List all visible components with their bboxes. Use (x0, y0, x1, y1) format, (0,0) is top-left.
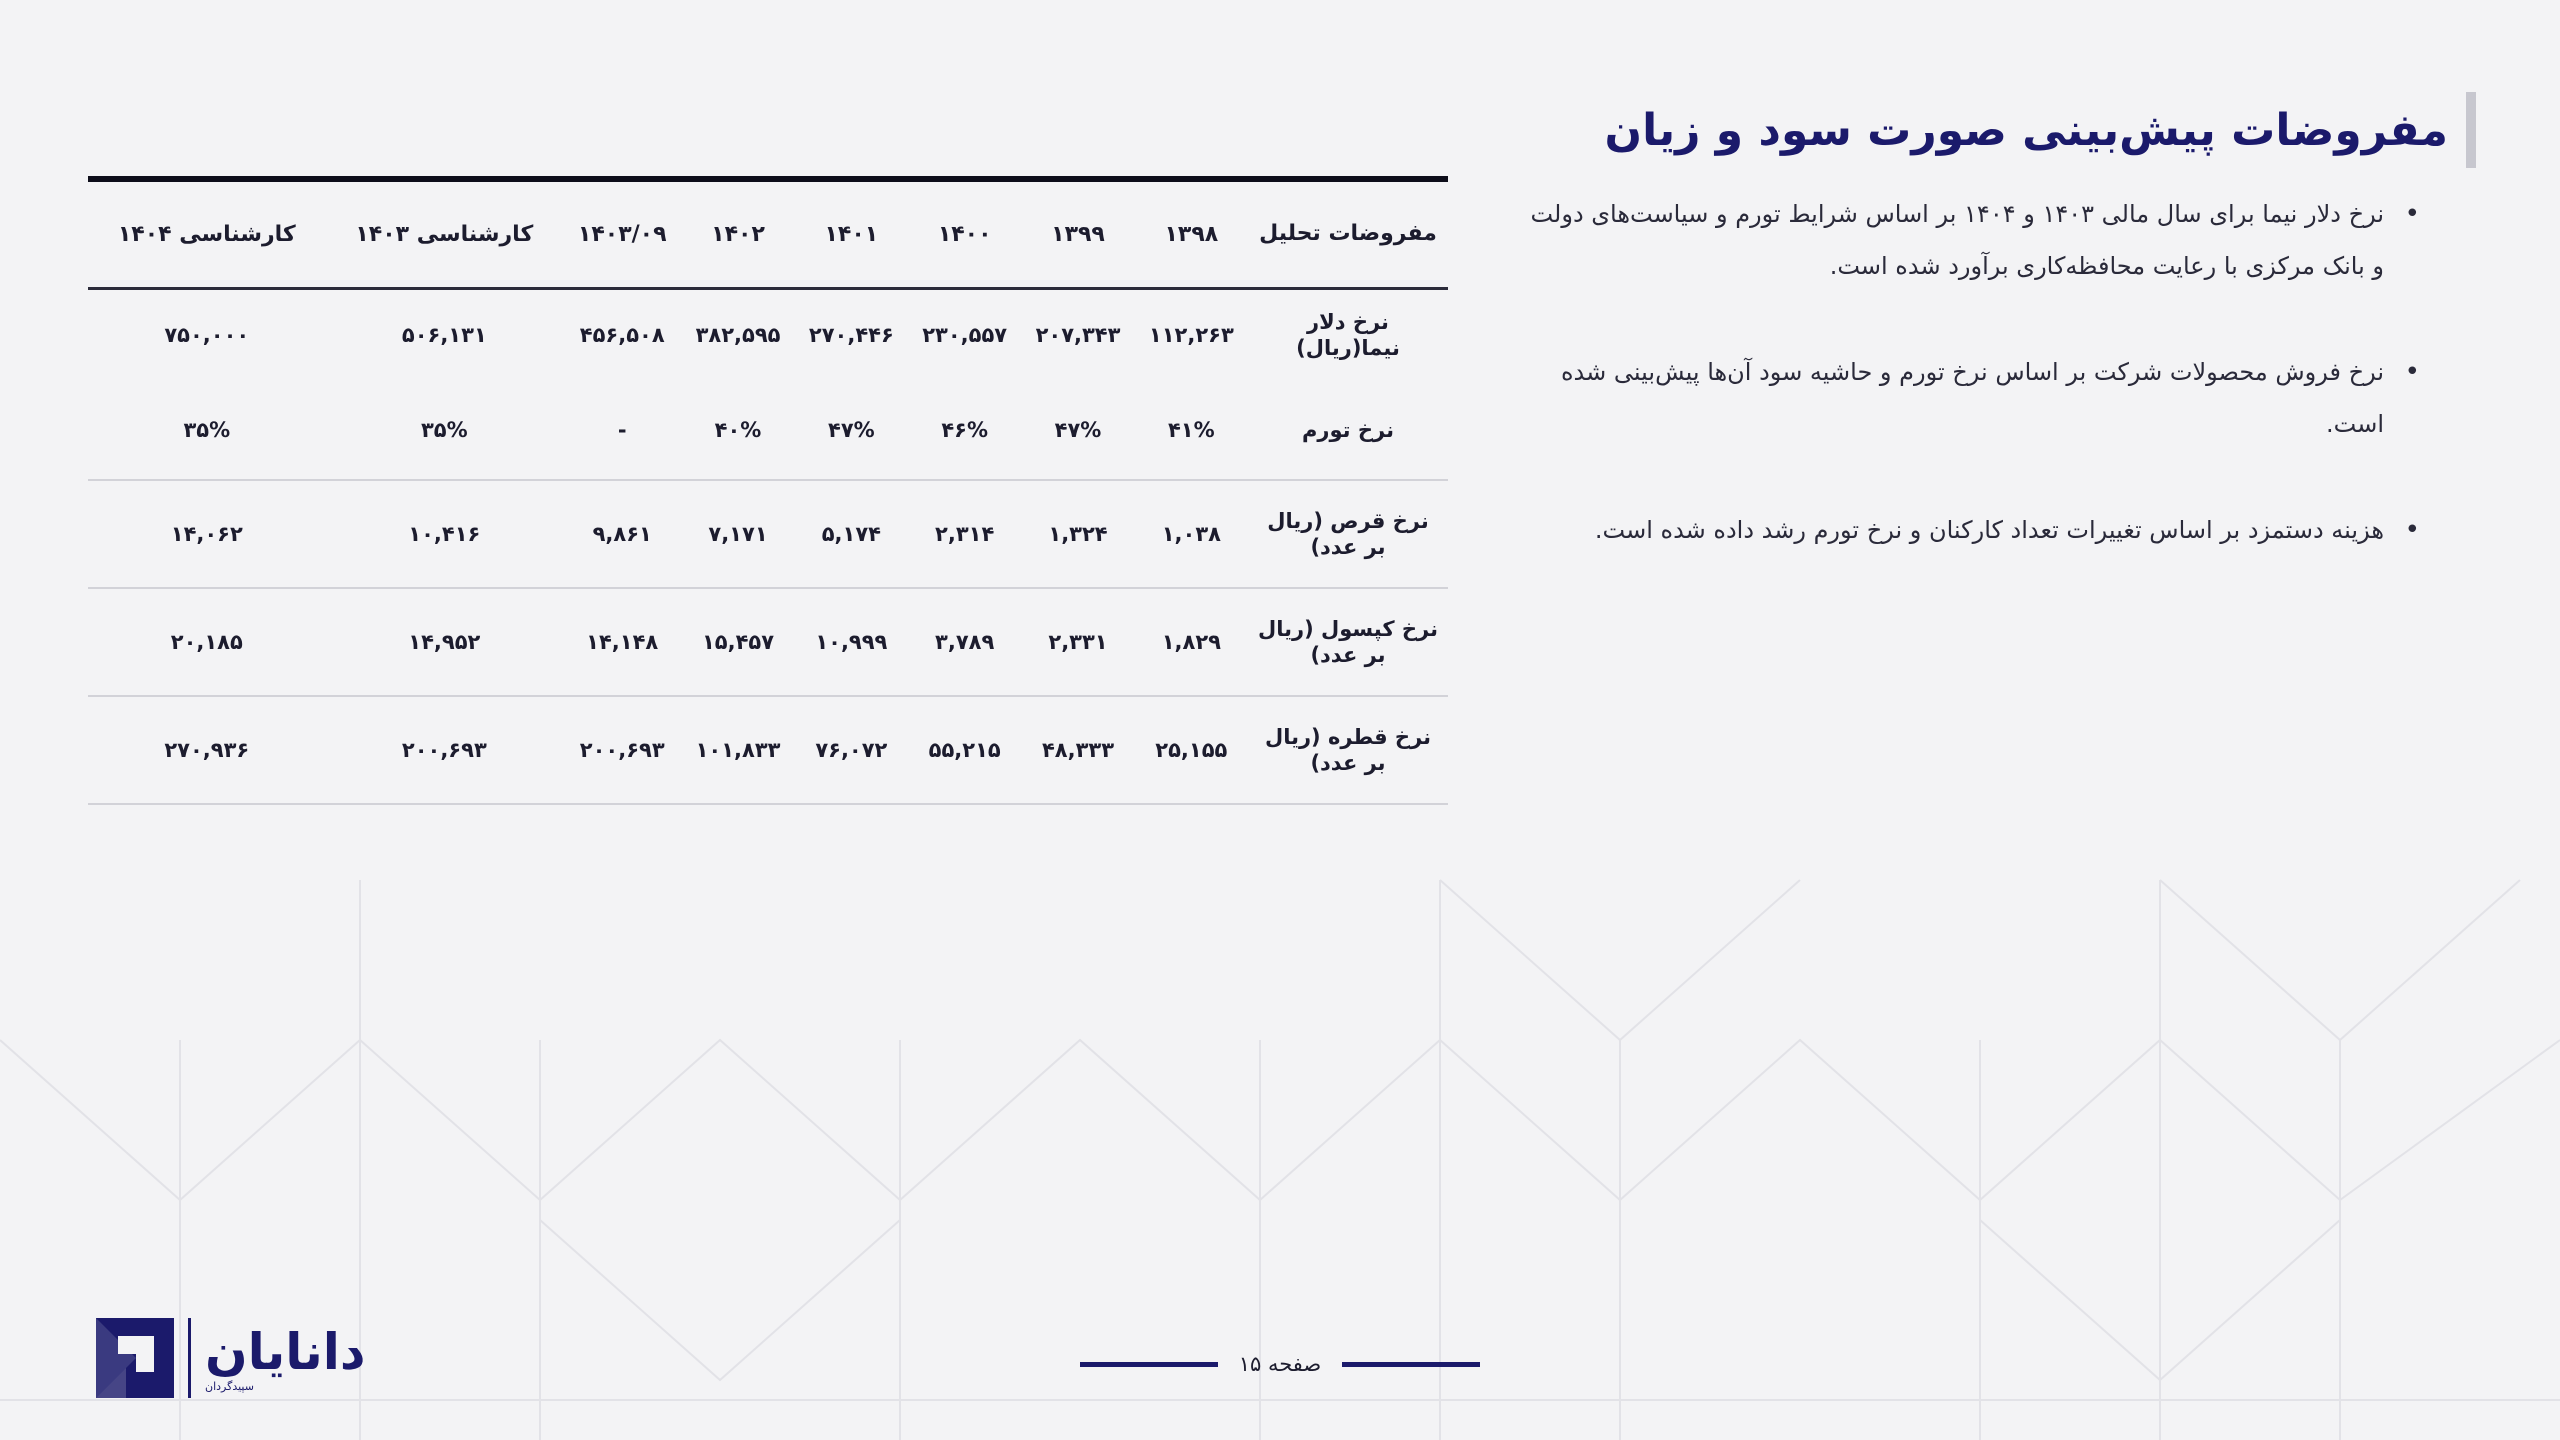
table-cell: ۵,۱۷۴ (795, 480, 908, 588)
table-cell: ۱,۳۲۴ (1021, 480, 1134, 588)
page-number: صفحه ۱۵ (1238, 1352, 1322, 1376)
table-cell: ۳۸۲,۵۹۵ (695, 322, 781, 347)
table-cell: ۲۳۰,۵۵۷ (922, 322, 1008, 347)
table-cell: ۲۰۰,۶۹۳ (326, 696, 563, 804)
header-cell: ۱۳۹۹ (1021, 182, 1134, 288)
logo-divider (188, 1318, 191, 1398)
row-label: نرخ دلار نیما(ریال) (1296, 309, 1400, 360)
assumptions-list (1520, 188, 2420, 610)
row-label: نرخ قطره (ریال بر عدد) (1248, 696, 1448, 804)
table-cell: ۷,۱۷۱ (681, 480, 794, 588)
bullet-item: • نرخ دلار نیما برای سال مالی ۱۴۰۳ و ۱۴۰۴ بر اساس شرایط تورم و سیاست‌های دولت و بانک مرکزی با رعایت محافظه‌کاری برآورد شده است. (1520, 188, 2420, 292)
table-cell: ۱۰,۴۱۶ (326, 480, 563, 588)
table-cell: ۱۱۲,۲۶۳ (1148, 322, 1234, 347)
table-cell: ۹,۸۶۱ (563, 480, 681, 588)
row-label: نرخ تورم (1248, 380, 1448, 480)
table-cell: ۷۶,۰۷۲ (795, 696, 908, 804)
header-cell: ۱۴۰۲ (681, 182, 794, 288)
header-cell: ۱۴۰۳/۰۹ (563, 182, 681, 288)
title-accent-bar (2466, 92, 2476, 168)
table-cell: ۳۵% (326, 380, 563, 480)
table-cell: ۱۰۱,۸۳۳ (681, 696, 794, 804)
table-cell: ۷۵۰,۰۰۰ (164, 322, 250, 347)
bullet-item: • نرخ فروش محصولات شرکت بر اساس نرخ تورم و حاشیه سود آن‌ها پیش‌بینی شده است. (1520, 346, 2420, 450)
table-cell: ۲۰,۱۸۵ (88, 588, 326, 696)
table-cell: ۲,۳۱۴ (908, 480, 1021, 588)
table-cell: ۱۴,۹۵۲ (326, 588, 563, 696)
header-cell: کارشناسی ۱۴۰۴ (88, 182, 326, 288)
table-cell: ۴۶% (908, 380, 1021, 480)
table-cell: ۴۰% (681, 380, 794, 480)
footer-line-right (1342, 1362, 1480, 1367)
table-header-row (88, 182, 1448, 288)
row-label: نرخ قرص (ریال بر عدد) (1248, 480, 1448, 588)
table-row (88, 696, 1448, 804)
table-cell: ۴۷% (1021, 380, 1134, 480)
table-cell: ۱۵,۴۵۷ (681, 588, 794, 696)
logo-text (205, 1324, 366, 1393)
table-cell: ۴۷% (795, 380, 908, 480)
table-row (88, 588, 1448, 696)
title-block (1605, 92, 2476, 168)
table-cell: ۲۰۷,۳۴۳ (1035, 322, 1121, 347)
table-cell: ۲۰۰,۶۹۳ (563, 696, 681, 804)
table-cell: ۱۴,۱۴۸ (563, 588, 681, 696)
row-label: نرخ کپسول (ریال بر عدد) (1248, 588, 1448, 696)
table-cell: ۲۷۰,۴۴۶ (808, 322, 894, 347)
table-cell: ۲۷۰,۹۳۶ (88, 696, 326, 804)
table-cell: ۳,۷۸۹ (908, 588, 1021, 696)
table-cell: ۳۵% (88, 380, 326, 480)
table-cell: ۴۸,۳۳۳ (1021, 696, 1134, 804)
logo-subtitle: سپیدگردان (205, 1379, 254, 1393)
table-cell: ۵۵,۲۱۵ (908, 696, 1021, 804)
table-row (88, 480, 1448, 588)
table-cell: ۴۱% (1135, 380, 1248, 480)
table-cell: ۲۵,۱۵۵ (1135, 696, 1248, 804)
header-cell: کارشناسی ۱۴۰۳ (326, 182, 563, 288)
table-row (88, 288, 1448, 380)
table-cell: ۲,۳۳۱ (1021, 588, 1134, 696)
header-cell: مفروضات تحلیل (1248, 182, 1448, 288)
page-title: مفروضات پیش‌بینی صورت سود و زیان (1604, 104, 2448, 156)
bullet-item: • هزینه دستمزد بر اساس تغییرات تعداد کارکنان و نرخ تورم رشد داده شده است. (1520, 504, 2420, 556)
table-cell: ۱۴,۰۶۲ (88, 480, 326, 588)
page-footer (1080, 1350, 1480, 1378)
table-cell: ۵۰۶,۱۳۱ (401, 322, 487, 347)
header-cell: ۱۴۰۰ (908, 182, 1021, 288)
logo-name: دانایان (205, 1322, 366, 1381)
table-cell: ۴۵۶,۵۰۸ (579, 322, 665, 347)
table-cell: ۱,۰۳۸ (1135, 480, 1248, 588)
table-cell: ۱۰,۹۹۹ (795, 588, 908, 696)
assumptions-table (88, 176, 1448, 805)
company-logo (96, 1318, 366, 1398)
table-row (88, 380, 1448, 480)
footer-line-left (1080, 1362, 1218, 1367)
header-cell: ۱۳۹۸ (1135, 182, 1248, 288)
logo-mark-icon (96, 1318, 174, 1398)
header-cell: ۱۴۰۱ (795, 182, 908, 288)
table-cell: ۱,۸۲۹ (1135, 588, 1248, 696)
table-cell: - (563, 380, 681, 480)
